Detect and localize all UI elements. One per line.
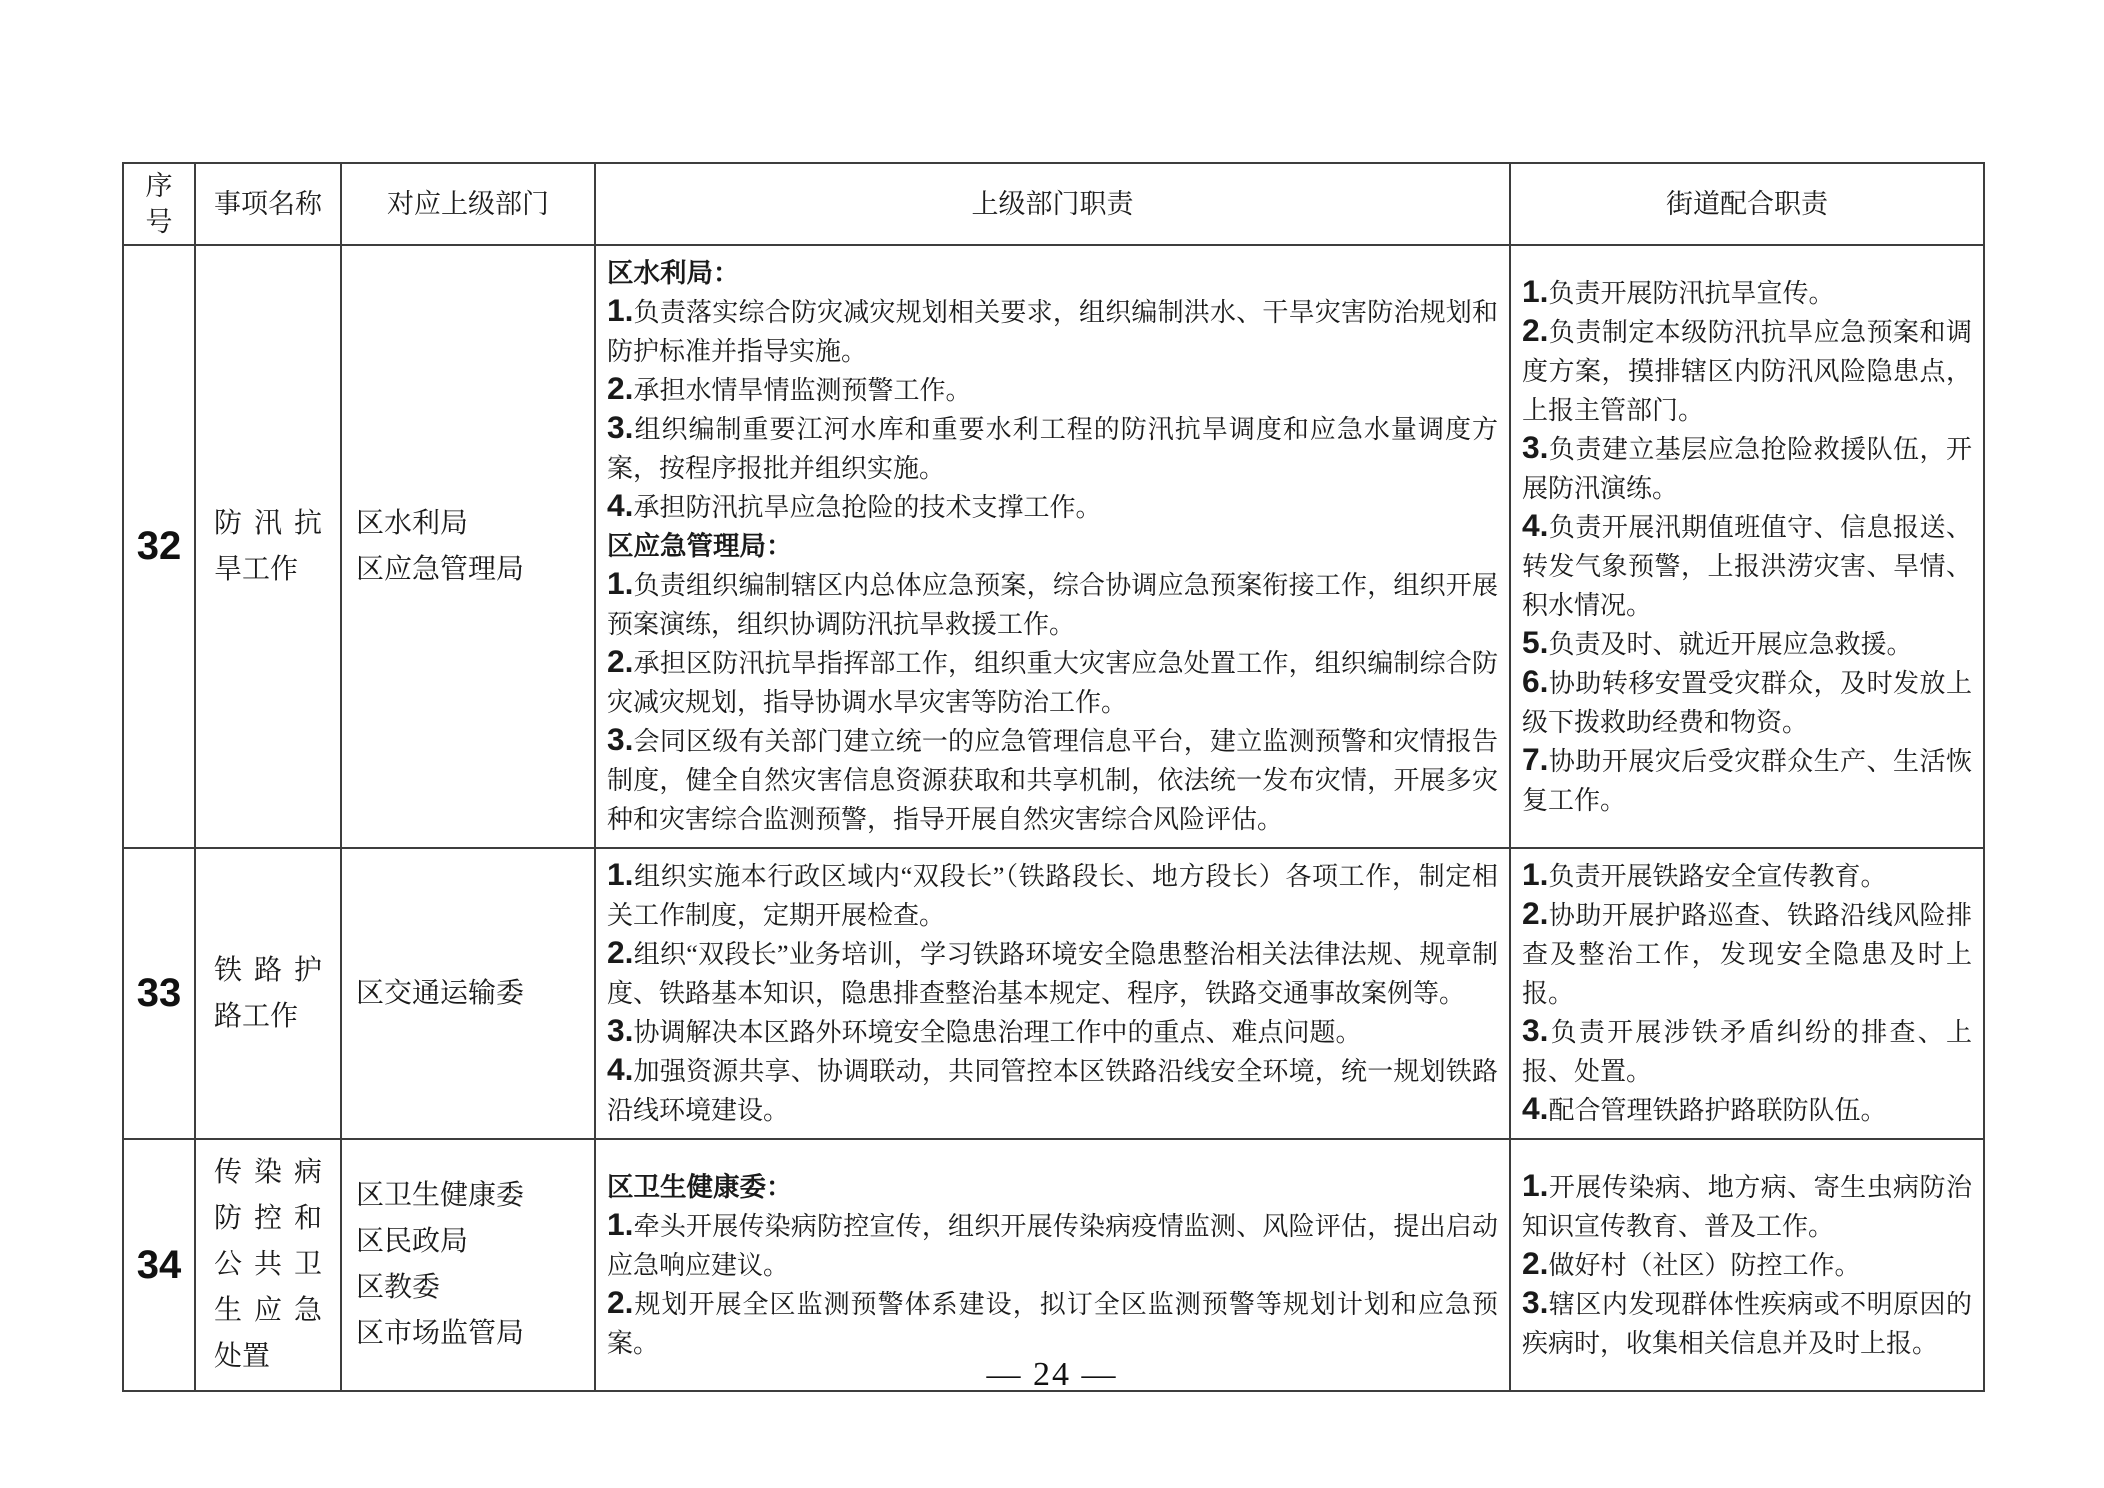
duty-item-text: 负责开展防汛抗旱宣传。 [1548,278,1835,308]
header-serial-number [123,163,195,245]
duty-item-text: 承担水情旱情监测预警工作。 [633,376,972,405]
header-serial-number-label: 序号 [145,171,173,237]
superior-duties-cell [595,245,1510,848]
item-name-cell: 传染病防控和公共卫生应急处置 [195,1139,341,1391]
duty-item-text: 承担区防汛抗旱指挥部工作，组织重大灾害应急处置工作，组织编制综合防灾减灾规划，指导协调水旱灾害等防治工作。 [607,649,1498,717]
duties-table [122,162,1985,1392]
department-heading: 区卫生健康委： [607,1171,793,1202]
duty-item-text: 会同区级有关部门建立统一的应急管理信息平台，建立监测预警和灾情报告制度，健全自然灾害信息资源获取和共享机制，依法统一发布灾情，开展多灾种和灾害综合监测预警，指导开展自然灾害综合风险评估。 [607,727,1498,834]
duty-item-text: 组织实施本行政区域内“双段长”（铁路段长、地方段长）各项工作，制定相关工作制度，定期开展检查。 [607,862,1498,930]
duty-item-number: 3. [1522,1283,1549,1320]
street-duties-cell [1510,245,1984,848]
duty-item [1522,508,1972,625]
duty-item [1522,664,1972,742]
duty-item-text: 辖区内发现群体性疾病或不明原因的疾病时，收集相关信息并及时上报。 [1522,1289,1972,1358]
duty-item-number: 1. [607,1205,634,1242]
duty-item-text: 负责开展汛期值班值守、信息报送、转发气象预警，上报洪涝灾害、旱情、积水情况。 [1522,512,1972,620]
duty-item-number: 2. [1522,1244,1549,1281]
duty-item [1522,742,1972,820]
department: 区应急管理局 [356,553,525,585]
duty-item [1522,274,1972,313]
header-superior-duties-label: 上级部门职责 [971,189,1134,219]
duty-item-number: 3. [607,1012,634,1048]
header-street-duties [1510,163,1984,245]
duty-item-text: 协助开展灾后受灾群众生产、生活恢复工作。 [1522,746,1972,815]
departments-cell [341,245,595,848]
department: 区民政局 [356,1226,469,1257]
superior-duties-cell [595,848,1510,1139]
duty-item-text: 协调解决本区路外环境安全隐患治理工作中的重点、难点问题。 [633,1018,1362,1047]
duty-item-text: 做好村（社区）防控工作。 [1548,1250,1861,1280]
duty-item [1522,430,1972,508]
department-heading: 区应急管理局： [607,531,793,561]
department-heading: 区水利局： [607,258,740,288]
duty-item-number: 4. [1522,506,1549,543]
duty-item-number: 4. [1522,1090,1549,1126]
duty-item [1522,1013,1972,1091]
duty-item [1522,625,1972,664]
duty-item-number: 2. [607,934,634,970]
duty-item-number: 5. [1522,623,1549,660]
duty-item-text: 负责开展涉铁矛盾纠纷的排查、上报、处置。 [1522,1018,1972,1086]
duty-item-number: 4. [607,487,634,523]
duty-item-text: 协助开展护路巡查、铁路沿线风险排查及整治工作，发现安全隐患及时上报。 [1522,901,1972,1008]
duty-item-number: 3. [1522,428,1549,465]
duty-item-text: 负责及时、就近开展应急救援。 [1548,629,1913,659]
duty-item [607,935,1498,1013]
table-row [123,1139,1984,1391]
department: 区市场监管局 [356,1318,525,1349]
duty-item [607,488,1498,527]
duty-item-text: 加强资源共享、协调联动，共同管控本区铁路沿线安全环境，统一规划铁路沿线环境建设。 [607,1057,1498,1125]
duty-item [1522,313,1972,430]
item-name-cell: 防汛抗旱工作 [195,245,341,848]
duty-item-number: 1. [607,565,634,601]
duty-item-text: 负责建立基层应急抢险救援队伍，开展防汛演练。 [1522,434,1972,503]
duty-item [607,857,1498,935]
duty-item-number: 2. [607,643,634,679]
duty-item-number: 2. [607,1283,634,1320]
duty-item [607,722,1498,839]
duty-item [607,566,1498,644]
duty-item [1522,1091,1972,1130]
duty-item [607,644,1498,722]
duty-item-text: 组织“双段长”业务培训，学习铁路环境安全隐患整治相关法律法规、规章制度、铁路基本知识，隐患排查整治基本规定、程序，铁路交通事故案例等。 [607,940,1498,1008]
duty-item-number: 7. [1522,740,1549,777]
duty-item-text: 承担防汛抗旱应急抢险的技术支撑工作。 [633,493,1102,522]
table-header-row [123,163,1984,245]
duty-item-number: 3. [607,409,634,445]
duty-item [1522,1285,1972,1363]
duty-item-number: 4. [607,1051,634,1087]
duty-item-text: 开展传染病、地方病、寄生虫病防治知识宣传教育、普及工作。 [1522,1172,1972,1241]
duty-item-number: 1. [607,292,634,328]
duty-item [1522,1168,1972,1246]
duty-item [1522,1246,1972,1285]
duty-item [607,1207,1498,1285]
table-row [123,848,1984,1139]
duty-item-number: 1. [607,856,634,892]
department: 区交通运输委 [356,977,525,1009]
row-serial-number: 34 [123,1139,195,1391]
duty-item [1522,857,1972,896]
duty-item-number: 1. [1522,856,1549,892]
duty-item [607,293,1498,371]
duty-item [607,1285,1498,1363]
duty-item-number: 2. [1522,311,1549,348]
duty-item-text: 配合管理铁路护路联防队伍。 [1548,1096,1887,1125]
table-row [123,245,1984,848]
header-superior-duties [595,163,1510,245]
duty-item-number: 2. [1522,895,1549,931]
duty-item [607,1052,1498,1130]
duty-item [607,1013,1498,1052]
duty-item-number: 2. [607,370,634,406]
duty-item-text: 负责制定本级防汛抗旱应急预案和调度方案，摸排辖区内防汛风险隐患点，上报主管部门。 [1522,317,1972,425]
departments-cell [341,1139,595,1391]
duty-item [607,410,1498,488]
duty-item-number: 3. [1522,1012,1549,1048]
department: 区卫生健康委 [356,1180,525,1211]
header-street-duties-label: 街道配合职责 [1666,189,1828,219]
department: 区水利局 [356,507,469,539]
header-superior-department [341,163,595,245]
duty-item-text: 负责落实综合防灾减灾规划相关要求，组织编制洪水、干旱灾害防治规划和防护标准并指导实施。 [607,298,1498,366]
header-item-name-label: 事项名称 [214,189,322,219]
superior-duties-cell [595,1139,1510,1391]
department: 区教委 [356,1272,441,1303]
item-name-cell: 铁路护路工作 [195,848,341,1139]
header-superior-department-label: 对应上级部门 [387,189,549,219]
duty-item-text: 组织编制重要江河水库和重要水利工程的防汛抗旱调度和应急水量调度方案，按程序报批并组织实施。 [607,415,1498,483]
duty-item-number: 3. [607,721,634,757]
duty-item-number: 1. [1522,272,1549,309]
table-body [123,245,1984,1391]
header-item-name [195,163,341,245]
departments-cell [341,848,595,1139]
page-number: — 24 — [986,1356,1118,1393]
duty-item-text: 协助转移安置受灾群众，及时发放上级下拨救助经费和物资。 [1522,668,1972,737]
duty-item [607,371,1498,410]
duty-item-text: 负责组织编制辖区内总体应急预案，综合协调应急预案衔接工作，组织开展预案演练，组织协调防汛抗旱救援工作。 [607,571,1498,639]
duty-item-text: 负责开展铁路安全宣传教育。 [1548,862,1887,891]
duty-item-number: 1. [1522,1166,1549,1203]
row-serial-number: 32 [123,245,195,848]
duty-item [1522,896,1972,1013]
duty-item-text: 规划开展全区监测预警体系建设，拟订全区监测预警等规划计划和应急预案。 [607,1289,1498,1358]
row-serial-number: 33 [123,848,195,1139]
duty-item-number: 6. [1522,662,1549,699]
duty-item-text: 牵头开展传染病防控宣传，组织开展传染病疫情监测、风险评估，提出启动应急响应建议。 [607,1211,1498,1280]
street-duties-cell [1510,1139,1984,1391]
street-duties-cell [1510,848,1984,1139]
